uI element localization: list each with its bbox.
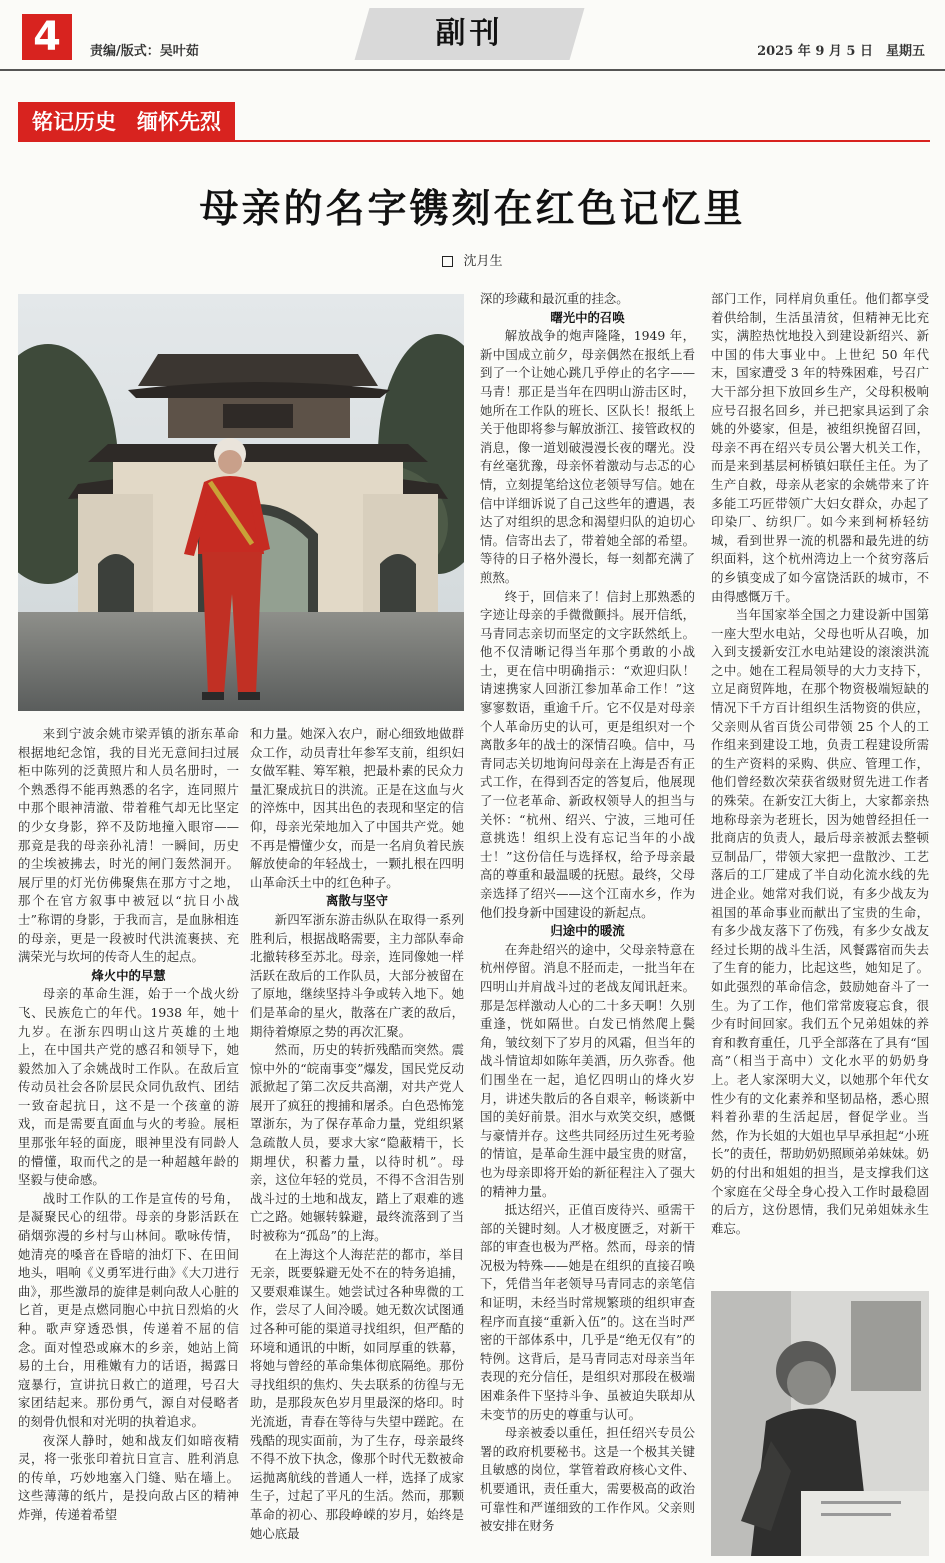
- photo-gate-illustration: [18, 294, 464, 711]
- section-name: 副刊: [435, 16, 504, 51]
- photo-portrait-illustration: [711, 1291, 929, 1556]
- page-header: [0, 0, 945, 72]
- article-paragraph: 母亲的革命生涯，始于一个战火纷飞、民族危亡的年代。1938 年，她十九岁。在浙东四明山这片英雄的土地上，在中国共产党的感召和领导下，她毅然加入了余姚战时工作队。在敌后宣传动员社会各阶层民众同仇敌忾、团结一致奋起抗日，这不是一个孩童的游戏，而是需要直面血与火的考验。展柜里那张年轻的面庞，眼神里没有同龄人的懵懂，取而代之的是一种超越年龄的坚毅与使命感。: [18, 986, 239, 1188]
- article-paragraph: 当年国家举全国之力建设新中国第一座大型水电站，父母也听从召唤，加入到支援新安江水电站建设的滚滚洪流之中。她在工程局领导的大力支持下，立足商贸阵地，在那个物资极端短缺的情况下千方百计组织生活物资的供应，父亲则从省百货公司带领 25 个人的工作组来到建设工地，负责工程建设所需的生产资料的采购、供应、管理工作，他们曾经数次荣获省级财贸先进工作者的殊荣。在新安江大街上，大家都亲热地称母亲为老班长，因为她曾经担任一批商店的负责人，最后母亲被派去整顿豆制品厂，带领大家把一盘散沙、工艺落后的工厂建成了半自动化流水线的先进企业。她常对我们说，有多少战友为祖国的革命事业而献出了宝贵的生命，有多少战友落下了伤残，有多少女战友经过长期的战斗生活，风餐露宿而失去了生育的能力，比起这些，她知足了。如此强烈的革命信念，鼓励她奋斗了一生。为了工作，他们常常废寝忘食，很少有时间回家。我们五个兄弟姐妹的养育和教育重任，几乎全部落在了具有“国高”（相当于高中）文化水平的奶奶身上。老人家深明大义，以她那个年代女性少有的文化素养和坚韧品格，悉心照料着孙辈的生活起居，督促学业。当然，作为长姐的大姐也早早承担起“小班长”的责任，帮助奶奶照顾弟弟妹妹。奶奶的付出和姐姐的担当，是支撑我们这个家庭在父母全身心投入工作时最稳固的后方，这份恩情，我们兄弟姐妹永生难忘。: [711, 607, 929, 1236]
- article-column-3: [480, 290, 695, 1560]
- article-paragraph: 和力量。她深入农户，耐心细致地做群众工作，动员青壮年参军支前，组织妇女做军鞋、筹军粮，把最朴素的民众力量汇聚成抗日的洪流。正是在这血与火的淬炼中，因其出色的表现和坚定的信仰，母亲光荣地加入了中国共产党。她不再是懵懂少女，而是一名肩负着民族解放使命的年轻战士，一颗扎根在四明山革命沃土中的红色种子。: [250, 726, 464, 890]
- article-column-1: [18, 725, 239, 1559]
- photo-mother-at-desk: [711, 1291, 929, 1556]
- editor-credit: 责编/版式：吴叶茹: [90, 44, 199, 59]
- photo-mother-at-memorial-gate: [18, 294, 464, 711]
- article-paragraph: 来到宁波余姚市梁弄镇的浙东革命根据地纪念馆，我的目光无意间扫过展柜中陈列的泛黄照片和人员名册时，一个熟悉得不能再熟悉的名字，连同照片中那个眼神清澈、带着稚气却无比坚定的少女身影，猝不及防地撞入眼帘——那竟是我的母亲孙礼清！一瞬间，历史的尘埃被拂去，时光的闸门轰然洞开。展厅里的灯光仿佛聚焦在那方寸之地，那个在官方叙事中被冠以“抗日小战士”称谓的身影，于我而言，是血脉相连的母亲，更是一段被时代洪流裹挟、充满荣光与坎坷的传奇人生的起点。: [18, 726, 239, 965]
- article-paragraph: 终于，回信来了！信封上那熟悉的字迹让母亲的手微微颤抖。展开信纸，马青同志亲切而坚定的文字跃然纸上。他不仅清晰记得当年那个勇敢的小战士，更在信中明确指示：“欢迎归队！请速携家人回浙江参加革命工作！”这寥寥数语，重逾千斤。它不仅是对母亲个人革命历史的认可，更是组织对一个离散多年的战士的深情召唤。信中，马青同志关切地询问母亲在上海是否有正式工作，在得到否定的答复后，他展现了一位老革命、新政权领导人的担当与关怀：“杭州、绍兴、宁波，三地可任意挑选！组织上没有忘记当年的小战士！”这份信任与选择权，给予母亲最高的尊重和最温暖的抚慰。最终，父母亲选择了绍兴——这个江南水乡，作为他们投身新中国建设的新起点。: [480, 588, 695, 920]
- byline-box-icon: [442, 256, 453, 267]
- article-paragraph: 解放战争的炮声隆隆，1949 年，新中国成立前夕，母亲偶然在报纸上看到了一个让她心跳几乎停止的名字——马青！那正是当年在四明山游击区时，她所在工作队的班长、区队长！报纸上关于他即将参与解放浙江、接管政权的消息，像一道划破漫漫长夜的曙光。没有丝毫犹豫，母亲怀着激动与忐忑的心情，立刻提笔给这位老领导写信。她在信中详细诉说了自己这些年的遭遇，表达了对组织的思念和渴望归队的迫切心情。信寄出去了，带着她全部的希望。等待的日子格外漫长，每一刻都充满了煎熬。: [480, 328, 695, 585]
- article-column-2: [250, 725, 464, 1559]
- article-paragraph: 母亲被委以重任，担任绍兴专员公署的政府机要秘书。这是一个极其关键且敏感的岗位，掌管着政府核心文件、机要通讯，责任重大，需要极高的政治可靠性和严谨细致的工作作风。父亲则被安排在财务: [480, 1425, 695, 1534]
- article-paragraph: 新四军浙东游击纵队在取得一系列胜利后，根据战略需要，主力部队奉命北撤转移至苏北。母亲，连同像她一样活跃在敌后的工作队员，大部分被留在了原地，继续坚持斗争或转入地下。她们是革命的星火，散落在广袤的敌后，期待着燎原之势的再次汇聚。: [250, 911, 464, 1039]
- article-column-4: [711, 290, 929, 1280]
- article-paragraph: 部门工作，同样肩负重任。他们都享受着供给制，生活虽清贫，但精神无比充实，满腔热忱地投入到建设新绍兴、新中国的伟大事业中。上世纪 50 年代末，国家遭受 3 年的特殊困难，号召广大干部分担下放回乡生产，父母积极响应号召报名回乡，并已把家具运到了余姚的外婆家，但是，被组织挽留召回，母亲不再在绍兴专员公署大机关工作，而是来到基层柯桥镇妇联任主任。为了生产自救，母亲从老家的余姚带来了许多能工巧匠带领广大妇女群众，办起了印染厂、纺织厂。如今来到柯桥轻纺城，看到世界一流的机器和最先进的纺织面料，这个杭州湾边上一个贫穷落后的乡镇变成了如今富饶活跃的城市，不由得感慨万千。: [711, 291, 929, 604]
- article-paragraph: 然而，历史的转折残酷而突然。震惊中外的“皖南事变”爆发，国民党反动派掀起了第二次反共高潮，对共产党人展开了疯狂的搜捕和屠杀。白色恐怖笼罩浙东，为了保存革命力量，党组织紧急疏散人员，要求大家“隐蔽精干，长期埋伏，积蓄力量，以待时机”。母亲，这位年轻的党员，不得不含泪告别战斗过的土地和战友，踏上了艰难的逃亡之路。她辗转躲避，最终流落到了当时被称为“孤岛”的上海。: [250, 1042, 464, 1244]
- byline: [0, 250, 945, 269]
- issue-date: 2025 年 9 月 5 日 星期五: [757, 44, 925, 59]
- article-headline: 母亲的名字镌刻在红色记忆里: [199, 187, 746, 232]
- article-paragraph: 在奔赴绍兴的途中，父母亲特意在杭州停留。消息不胫而走，一批当年在四明山并肩战斗过的老战友闻讯赶来。那是怎样激动人心的二十多天啊！久别重逢，恍如隔世。白发已悄然爬上鬓角，皱纹刻下了岁月的风霜，但当年的战斗情谊却如陈年美酒，历久弥香。他们围坐在一起，追忆四明山的烽火岁月，讲述失散后的各自艰辛，畅谈新中国的美好前景。泪水与欢笑交织，感慨与豪情并存。这些共同经历过生死考验的情谊，是革命生涯中最宝贵的财富，也为母亲即将开始的新征程注入了强大的精神力量。: [480, 941, 695, 1199]
- article-paragraph: 深的珍藏和最沉重的挂念。: [480, 291, 629, 306]
- article-paragraph: 战时工作队的工作是宣传的号角，是凝聚民心的纽带。母亲的身影活跃在硝烟弥漫的乡村与山林间。歌咏传情，她清亮的嗓音在昏暗的油灯下、在田间地头，唱响《义勇军进行曲》《大刀进行曲》，那些激昂的旋律是刺向敌人心脏的匕首，更是点燃同胞心中抗日烈焰的火种。歌声穿透恐惧，传递着不屈的信念。面对惶恐或麻木的乡亲，她站上简易的土台，用稚嫩有力的话语，揭露日寇暴行，宣讲抗日救亡的道理，号召大家团结起来。那份勇气，源自对侵略者的刻骨仇恨和对光明的执着追求。: [18, 1190, 239, 1429]
- section-subheading: 归途中的暖流: [550, 923, 625, 939]
- header-rule: [0, 69, 945, 71]
- article-paragraph: 在上海这个人海茫茫的都市，举目无亲，既要躲避无处不在的特务追捕，又要艰难谋生。她尝试过各种卑微的工作，尝尽了人间冷暖。她无数次试图通过各种可能的渠道寻找组织，但严酷的环境和通讯的中断，如同厚重的铁幕，将她与曾经的革命集体彻底隔绝。那份寻找组织的焦灼、失去联系的彷徨与无助，是那段灰色岁月里最深的烙印。时光流逝，青春在等待与失望中蹉跎。在残酷的现实面前，为了生存，母亲最终不得不放下执念，像那个时代无数被命运抛离航线的普通人一样，选择了成家生子，过起了平凡的生活。然而，那颗革命的初心、那段峥嵘的岁月，始终是她心底最: [250, 1246, 464, 1541]
- page-number: 4: [22, 14, 72, 60]
- column-banner: 铭记历史 缅怀先烈: [18, 102, 235, 142]
- section-subheading: 离散与坚守: [326, 893, 388, 909]
- article-paragraph: 抵达绍兴，正值百废待兴、亟需干部的关键时刻。人才极度匮乏，对新干部的审查也极为严格。然而，母亲的情况极为特殊——她是在组织的直接召唤下，凭借当年老领导马青同志的亲笔信和证明，未经当时常规繁琐的组织审查程序而直接“重新入伍”的。这在当时严密的干部体系中，几乎是“绝无仅有”的特例。这背后，是马青同志对母亲当年表现的充分信任，是组织对那段在极端困难条件下坚持斗争、虽被迫失联却从未变节的历史的尊重与认可。: [480, 1202, 695, 1422]
- section-subheading: 曙光中的召唤: [550, 309, 625, 325]
- author-name: 沈月生: [463, 254, 503, 269]
- article-paragraph: 夜深人静时，她和战友们如暗夜精灵，将一张张印着抗日宣言、胜利消息的传单，巧妙地塞入门缝、贴在墙上。这些薄薄的纸片，是投向敌占区的精神炸弹，传递着希望: [18, 1432, 239, 1522]
- section-subheading: 烽火中的早慧: [91, 967, 166, 983]
